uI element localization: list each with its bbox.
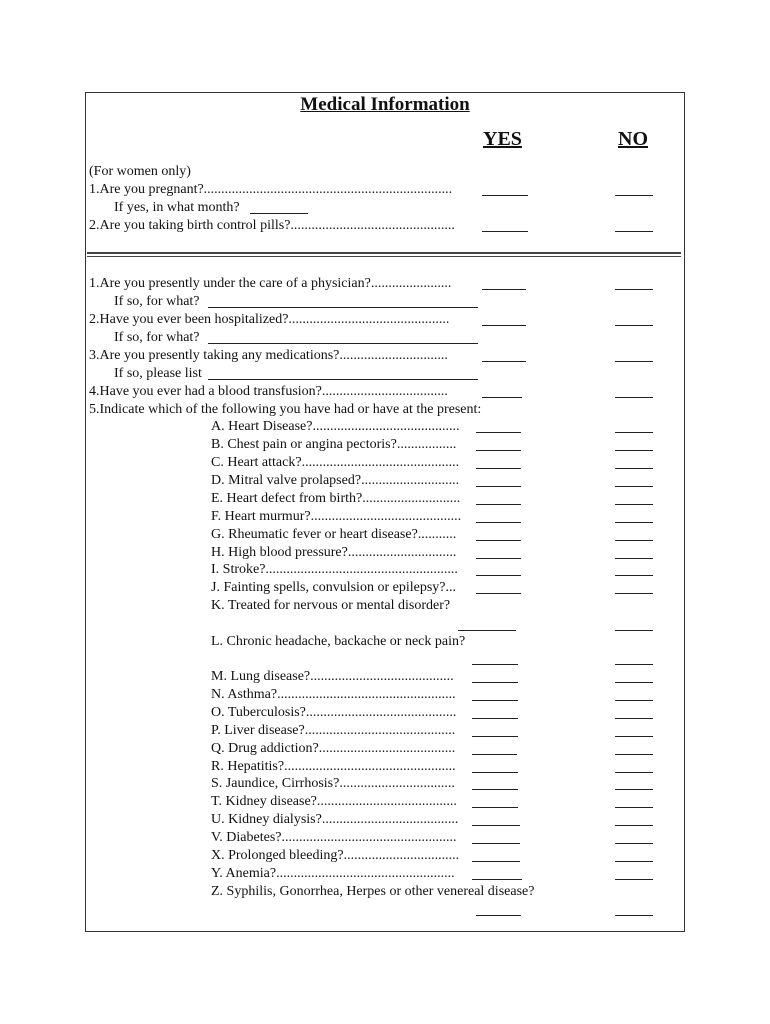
yes-answer-line-d[interactable] [476,486,521,487]
no-answer-line-m[interactable] [615,682,653,683]
yes-answer-line-b[interactable] [476,450,521,451]
yes-answer-line-g[interactable] [476,540,521,541]
no-answer-line-s[interactable] [615,789,653,790]
no-answer-line-p[interactable] [615,736,653,737]
question-month-label: If yes, in what month? [114,200,240,215]
medications-follow-label: If so, please list [114,366,202,381]
condition-label: E. Heart defect from birth?............................ [211,491,461,506]
no-answer-line-q[interactable] [615,754,653,755]
condition-label: V. Diabetes?.................................................. [211,830,457,845]
yes-answer-line-k[interactable] [458,630,516,631]
condition-label: H. High blood pressure?............................... [211,545,457,560]
no-answer-line-c[interactable] [615,468,653,469]
condition-label: P. Liver disease?........................................... [211,723,456,738]
condition-label: B. Chest pain or angina pectoris?................. [211,437,457,452]
yes-column-header: YES [483,128,522,150]
question-label: 2.Have you ever been hospitalized?.............................................. [89,312,450,327]
no-answer-line-d[interactable] [615,486,653,487]
yes-answer-line-c[interactable] [476,468,521,469]
condition-label: F. Heart murmur?........................................... [211,509,462,524]
yes-answer-line-birth-control[interactable] [482,231,528,232]
section-divider [87,252,681,257]
question-label: 1.Are you presently under the care of a physician?....................... [89,276,452,291]
no-answer-line-x[interactable] [615,861,653,862]
yes-answer-line-medications[interactable] [482,361,526,362]
no-answer-line-b[interactable] [615,450,653,451]
no-answer-line-f[interactable] [615,522,653,523]
no-answer-line-o[interactable] [615,718,653,719]
condition-label: R. Hepatitis?................................................. [211,759,456,774]
no-answer-line-g[interactable] [615,540,653,541]
question-label: 3.Are you presently taking any medications?............................... [89,348,448,363]
yes-answer-line-l[interactable] [472,664,518,665]
women-only-note: (For women only) [89,164,191,179]
no-answer-line-i[interactable] [615,575,653,576]
no-answer-line-pregnant[interactable] [615,195,653,196]
no-answer-line-l[interactable] [615,664,653,665]
yes-answer-line-z[interactable] [476,915,521,916]
condition-label: Z. Syphilis, Gonorrhea, Herpes or other venereal disease? [211,884,535,899]
no-answer-line-birth-control[interactable] [615,231,653,232]
no-answer-line-transfusion[interactable] [615,397,653,398]
condition-label: C. Heart attack?............................................. [211,455,460,470]
yes-answer-line-pregnant[interactable] [482,195,528,196]
question-conditions-intro: 5.Indicate which of the following you have had or have at the present: [89,402,482,417]
condition-label: O. Tuberculosis?........................................... [211,705,457,720]
condition-label: L. Chronic headache, backache or neck pain? [211,634,466,649]
hospitalized-follow-line[interactable] [208,343,478,344]
no-answer-line-e[interactable] [615,504,653,505]
physician-follow-label: If so, for what? [114,294,200,309]
no-answer-line-a[interactable] [615,432,653,433]
no-answer-line-h[interactable] [615,558,653,559]
yes-answer-line-t[interactable] [472,807,518,808]
condition-label: J. Fainting spells, convulsion or epilepsy?... [211,580,456,595]
yes-answer-line-j[interactable] [476,593,521,594]
physician-follow-line[interactable] [208,307,478,308]
no-answer-line-t[interactable] [615,807,653,808]
question-label: 4.Have you ever had a blood transfusion?.................................... [89,384,448,399]
no-answer-line-r[interactable] [615,772,653,773]
no-answer-line-z[interactable] [615,915,653,916]
yes-answer-line-v[interactable] [472,843,520,844]
condition-label: A. Heart Disease?.......................................... [211,419,460,434]
yes-answer-line-s[interactable] [472,789,518,790]
condition-label: T. Kidney disease?........................................ [211,794,457,809]
condition-label: D. Mitral valve prolapsed?............................ [211,473,460,488]
yes-answer-line-u[interactable] [472,825,520,826]
no-answer-line-v[interactable] [615,843,653,844]
condition-label: U. Kidney dialysis?....................................... [211,812,459,827]
yes-answer-line-f[interactable] [476,522,521,523]
yes-answer-line-o[interactable] [472,718,518,719]
no-answer-line-j[interactable] [615,593,653,594]
condition-label: N. Asthma?................................................... [211,687,456,702]
condition-label: Y. Anemia?................................................... [211,866,455,881]
yes-answer-line-y[interactable] [472,879,522,880]
no-answer-line-k[interactable] [615,630,653,631]
hospitalized-follow-label: If so, for what? [114,330,200,345]
condition-label: G. Rheumatic fever or heart disease?........... [211,527,457,542]
yes-answer-line-p[interactable] [472,736,518,737]
no-answer-line-hospitalized[interactable] [615,325,653,326]
no-answer-line-u[interactable] [615,825,653,826]
form-title: Medical Information [300,94,470,115]
question-label: 1.Are you pregnant?....................................................................... [89,182,453,197]
medications-follow-line[interactable] [208,379,478,380]
no-answer-line-medications[interactable] [615,361,653,362]
yes-answer-line-x[interactable] [472,861,520,862]
month-answer-line[interactable] [250,213,308,214]
yes-answer-line-a[interactable] [476,432,521,433]
yes-answer-line-i[interactable] [476,575,521,576]
condition-label: S. Jaundice, Cirrhosis?................................. [211,776,455,791]
yes-answer-line-transfusion[interactable] [482,397,522,398]
no-answer-line-n[interactable] [615,700,653,701]
condition-label: I. Stroke?....................................................... [211,562,458,577]
yes-answer-line-m[interactable] [472,682,518,683]
condition-label: M. Lung disease?......................................... [211,669,454,684]
no-column-header: NO [618,128,648,150]
yes-answer-line-e[interactable] [476,504,521,505]
no-answer-line-y[interactable] [615,879,653,880]
yes-answer-line-physician[interactable] [482,289,526,290]
yes-answer-line-n[interactable] [472,700,518,701]
condition-label: X. Prolonged bleeding?................................. [211,848,460,863]
condition-label: K. Treated for nervous or mental disorder? [211,598,451,613]
yes-answer-line-r[interactable] [472,772,518,773]
condition-label: Q. Drug addiction?....................................... [211,741,456,756]
yes-answer-line-q[interactable] [472,754,517,755]
no-answer-line-physician[interactable] [615,289,653,290]
question-label: 2.Are you taking birth control pills?............................................... [89,218,455,233]
yes-answer-line-h[interactable] [476,558,521,559]
yes-answer-line-hospitalized[interactable] [482,325,526,326]
